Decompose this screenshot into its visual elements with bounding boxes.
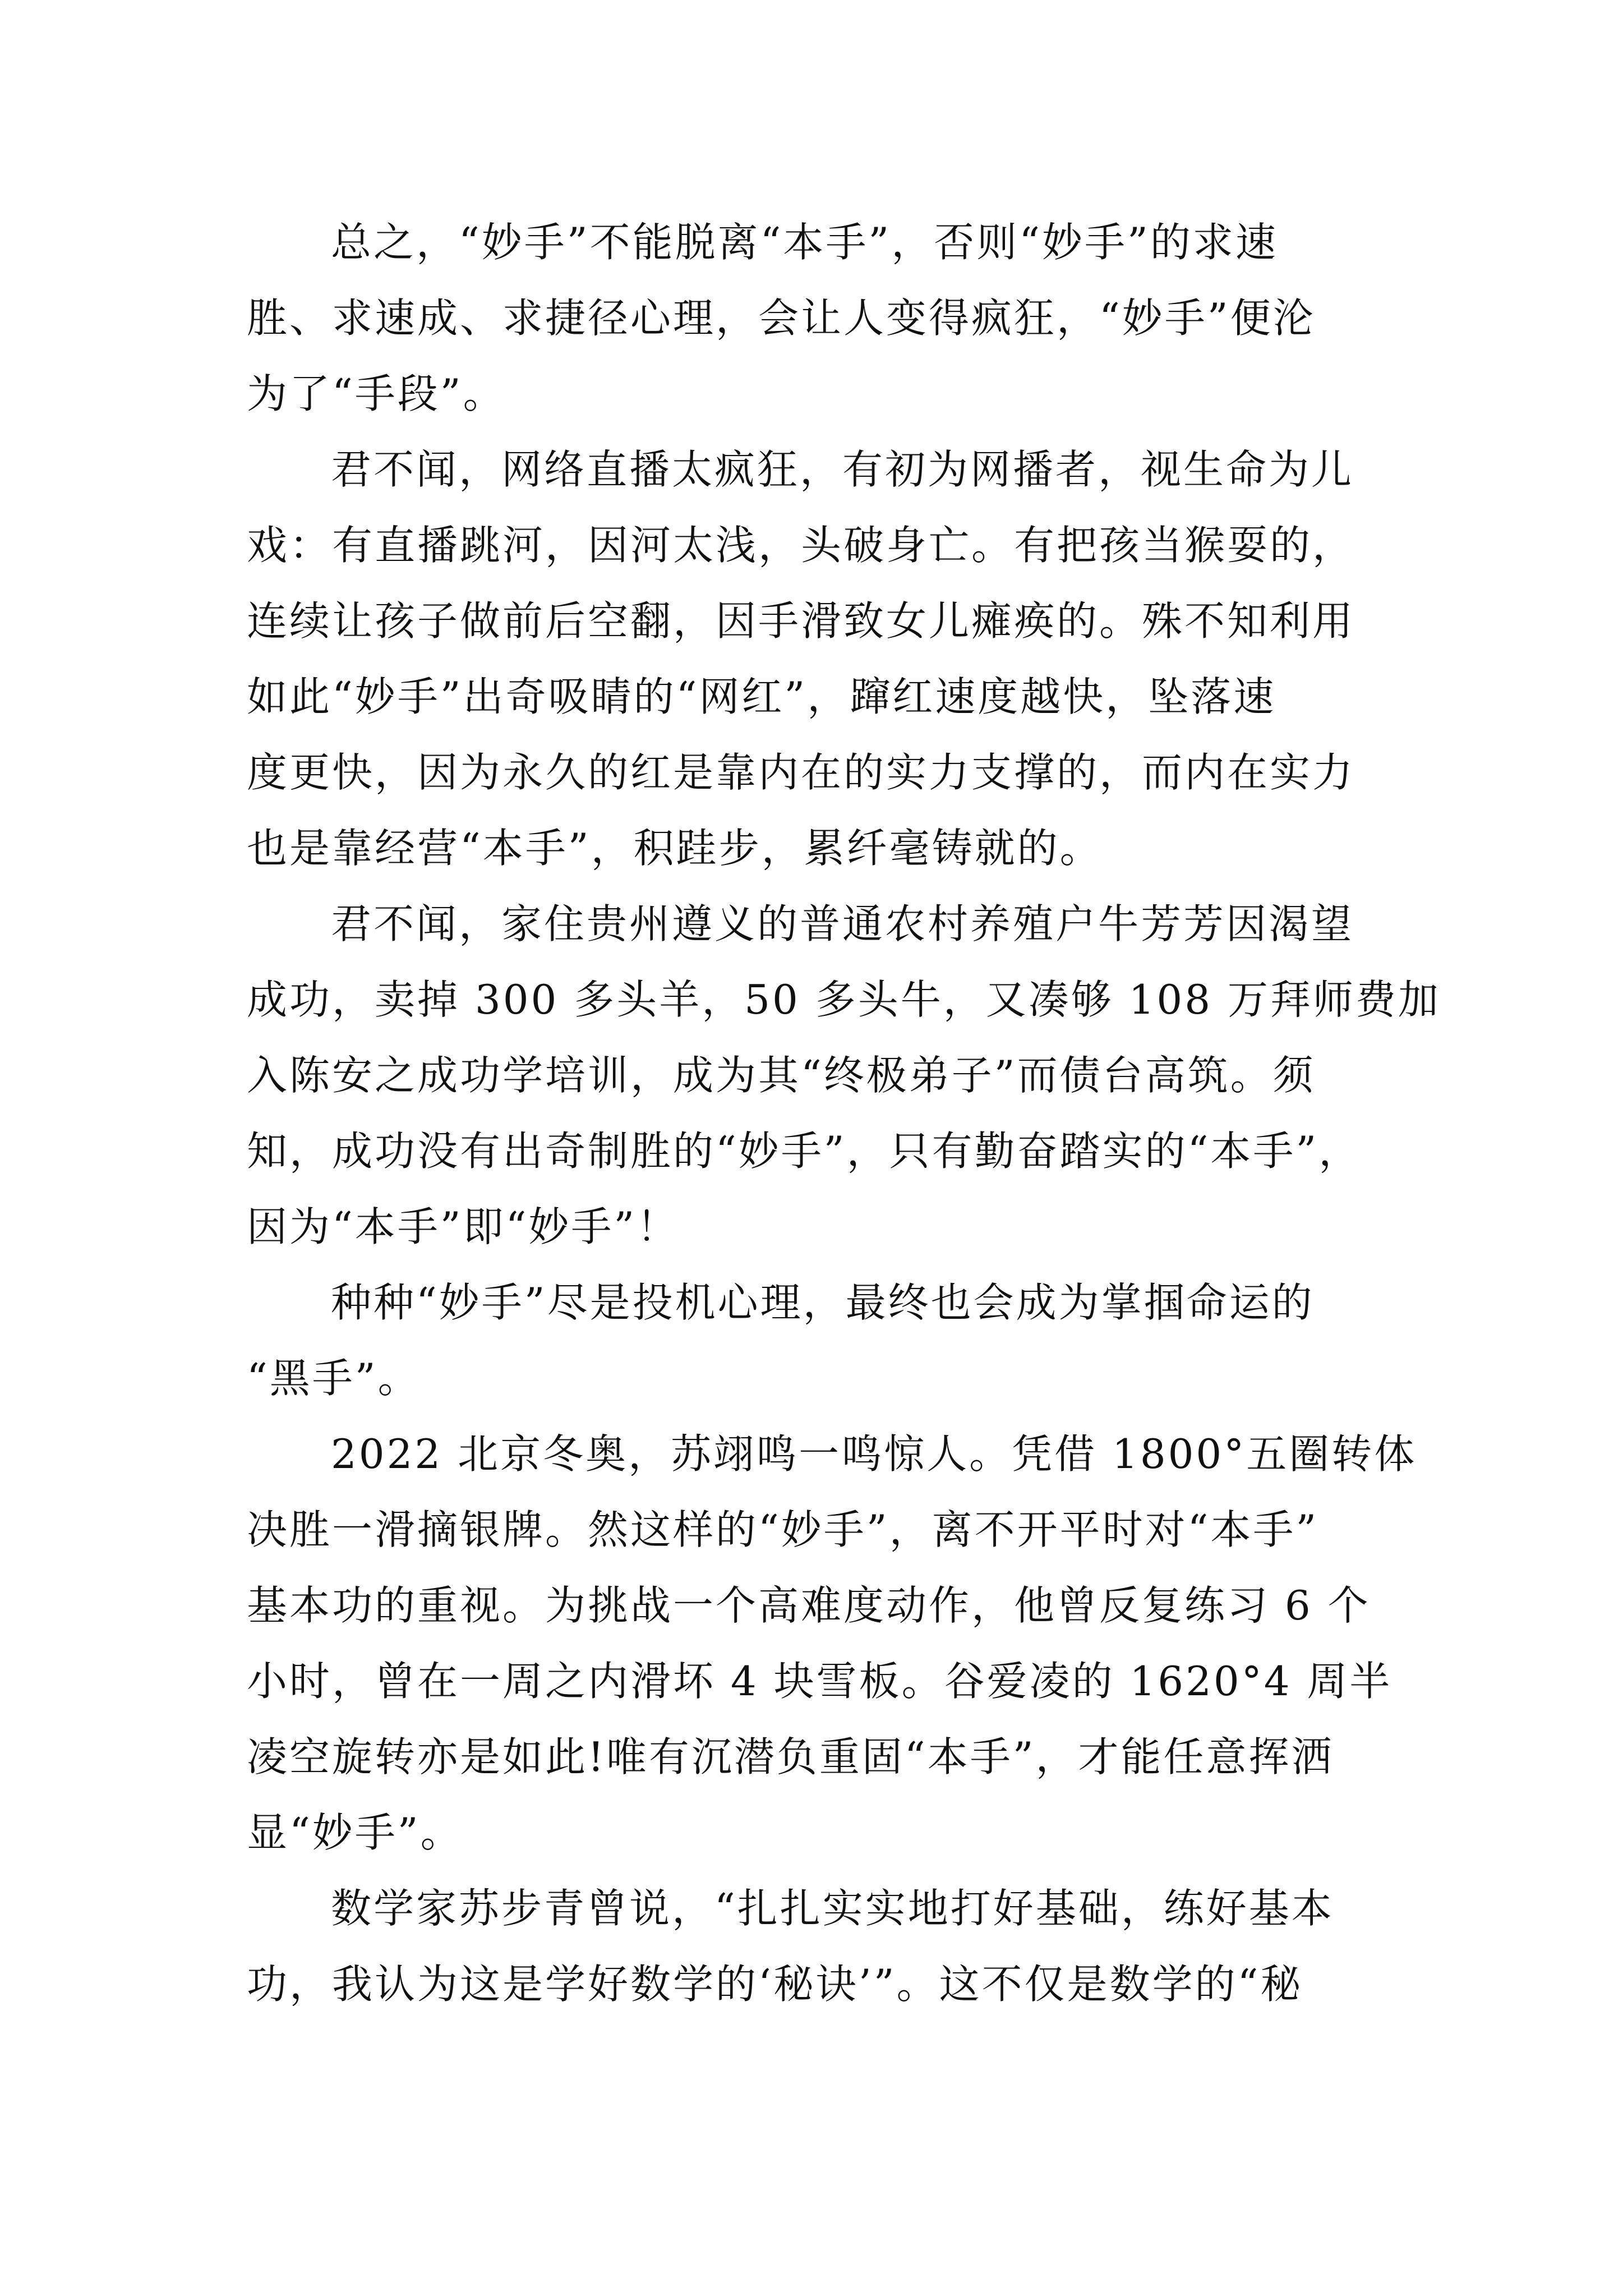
paragraph-3-line-5: 因为“本手”即“妙手”！ — [247, 1203, 680, 1250]
paragraph-2-line-5: 度更快，因为永久的红是靠内在的实力支撑的，而内在实力 — [247, 749, 1355, 796]
paragraph-2-line-6: 也是靠经营“本手”，积跬步，累纤毫铸就的。 — [247, 825, 1103, 872]
paragraph-3-line-2: 成功，卖掉 300 多头羊，50 多头牛，又凑够 108 万拜师费加 — [247, 976, 1441, 1023]
paragraph-6-line-1: 数学家苏步青曾说，“扎扎实实地打好基础，练好基本 — [331, 1885, 1334, 1932]
paragraph-5-line-4: 小时，曾在一周之内滑坏 4 块雪板。谷爱凌的 1620°4 周半 — [247, 1658, 1393, 1705]
paragraph-2-line-2: 戏：有直播跳河，因河太浅，头破身亡。有把孩当猴耍的， — [247, 522, 1355, 569]
paragraph-5-line-3: 基本功的重视。为挑战一个高难度动作，他曾反复练习 6 个 — [247, 1582, 1371, 1629]
paragraph-3-line-4: 知，成功没有出奇制胜的“妙手”，只有勤奋踏实的“本手”， — [247, 1128, 1362, 1175]
paragraph-5-line-1: 2022 北京冬奥，苏翊鸣一鸣惊人。凭借 1800°五圈转体 — [331, 1430, 1417, 1478]
paragraph-2-line-4: 如此“妙手”出奇吸睛的“网红”，蹿红速度越快，坠落速 — [247, 673, 1276, 720]
paragraph-2-line-1: 君不闻，网络直播太疯狂，有初为网播者，视生命为儿 — [331, 446, 1354, 493]
paragraph-3-line-3: 入陈安之成功学培训，成为其“终极弟子”而债台高筑。须 — [247, 1052, 1316, 1099]
paragraph-3-line-1: 君不闻，家住贵州遵义的普通农村养殖户牛芳芳因渴望 — [331, 900, 1354, 947]
paragraph-1-line-1: 总之，“妙手”不能脱离“本手”，否则“妙手”的求速 — [331, 219, 1278, 266]
paragraph-4-line-1: 种种“妙手”尽是投机心理，最终也会成为掌掴命运的 — [331, 1279, 1315, 1326]
paragraph-2-line-3: 连续让孩子做前后空翻，因手滑致女儿瘫痪的。殊不知利用 — [247, 597, 1355, 645]
paragraph-5-line-6: 显“妙手”。 — [247, 1809, 463, 1856]
paragraph-5-line-2: 决胜一滑摘银牌。然这样的“妙手”，离不开平时对“本手” — [247, 1506, 1319, 1553]
paragraph-1-line-3: 为了“手段”。 — [247, 370, 506, 417]
paragraph-6-line-2: 功，我认为这是学好数学的‘秘诀’”。这不仅是数学的“秘 — [247, 1961, 1303, 2008]
paragraph-5-line-5: 凌空旋转亦是如此!唯有沉潜负重固“本手”，才能任意挥洒 — [247, 1733, 1334, 1780]
paragraph-1-line-2: 胜、求速成、求捷径心理，会让人变得疯狂，“妙手”便沦 — [247, 295, 1316, 342]
paragraph-4-line-2: “黑手”。 — [247, 1355, 421, 1402]
